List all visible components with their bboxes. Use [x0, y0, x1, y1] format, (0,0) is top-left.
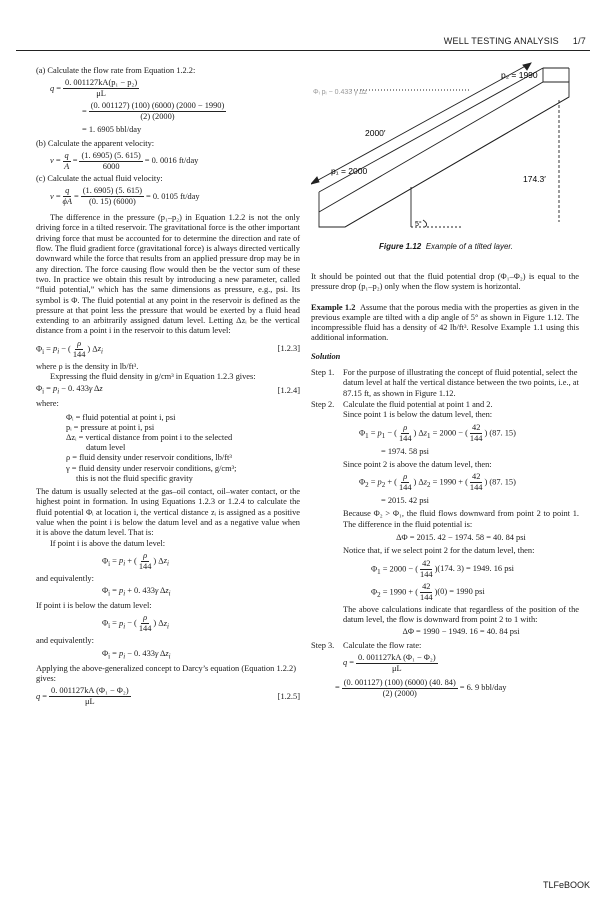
frac-den: μL — [392, 663, 402, 673]
definition: γ = fluid density under reservoir conditions, g/cm³; — [66, 463, 237, 473]
step-label: Step 2. — [311, 399, 335, 409]
paragraph-datum: The datum is usually selected at the gas–oil contact, oil–water contact, or the highest point in formation. In using Equations 1.2.3 or 1.2.4 to calculate the fluid potential Φᵢ at location i, the vertical distance zᵢ is assigned as a positive value when the point i is below the datum level and as a negative value when it is above the datum level. That is: — [36, 487, 300, 538]
eq-1-2-4: $\Phi_i = p_i - 0$. 433γ Δz [1.2.4] — [36, 384, 300, 397]
definition: pᵢ = pressure at point i, psi — [66, 422, 155, 432]
equation-number: [1.2.3] — [277, 344, 300, 354]
running-header — [430, 36, 586, 46]
example-1-2 — [311, 303, 579, 344]
frac-den: (0. 15) (6000) — [89, 197, 136, 207]
velocity-result: = 0. 0105 ft/day — [146, 191, 200, 201]
eq-flow-rate-sub: = $\frac{(0. 001127) (100) (6000) (2000 - 1990)}{(2) (2000)}$ — [82, 101, 225, 122]
caption-text: Example of a tilted layer. — [425, 242, 513, 251]
frac-num: (1. 6905) (5. 615) — [81, 150, 141, 160]
definitions-list — [36, 413, 300, 484]
frac-den: μL — [96, 89, 106, 99]
caption-label: Figure 1.12 — [378, 242, 422, 251]
equivalently-1: and equivalently: — [36, 573, 94, 583]
paragraph-fluid-potential: The difference in the pressure (p₁–p₂) in Equation 1.2.2 is not the only driving force in a tilted reservoir. The gravitational force is the other important driving force that must be accounted for to determine the direction and rate of flow. The fluid gradient force (gravitational force) is always directed vertically downward while the force that results from an applied pressure drop may be in any direction. The force causing flow would then be the vector sum of these two. In practice we obtain this result by introducing a new parameter, called “fluid potential,” which has the same dimensions as pressure, e.g., psi. Its symbol is Φ. The fluid potential at any point in the reservoir is defined as the pressure at that point less the pressure that would be exerted by a fluid head extending to an arbitrarily assigned datum level. Letting Δzᵢ be the vertical distance from a point i in the reservoir to this datum level: — [36, 213, 300, 336]
step-3 — [311, 641, 579, 676]
step-subtext: Since point 1 is below the datum level, then: — [343, 410, 493, 420]
frac-den: (2) (2000) — [382, 688, 417, 698]
footer-watermark: TLFeBOOK — [542, 879, 590, 890]
above-calc-text: The above calculations indicate that regardless of the position of the datum level, the flow is downward from point 2 to 1 with: — [343, 604, 579, 624]
step-c-heading: (c) Calculate the actual fluid velocity: — [36, 173, 163, 183]
notice-text: Notice that, if we select point 2 for the datum level, then: — [343, 546, 535, 556]
slab-outline — [319, 82, 569, 227]
where-label: where: — [36, 399, 59, 409]
equivalently-2: and equivalently: — [36, 636, 94, 646]
arrow-head — [523, 63, 531, 70]
eq-1-2-3: $\Phi_i = p_i$ − ( $\frac{\rho}{144}$ ) $\Delta z_i$ [1.2.3] — [36, 338, 300, 359]
step-label: Step 1. — [311, 368, 335, 378]
p1-label: p₁ = 2000 — [331, 166, 368, 176]
frac-num: 0. 001127kA (Φ₁ − Φ₂) — [51, 686, 129, 696]
frac-den: (2) (2000) — [140, 112, 175, 122]
definition: Δzᵢ = vertical distance from point i to the selected — [66, 433, 233, 443]
eq-flow-rate: q = $\frac{\text{0. 001127kA(p₁ − p₂)}}{\mu L}$ — [50, 78, 138, 99]
delta-phi-2: ΔΦ = 1990 − 1949. 16 = 40. 84 psi — [402, 627, 520, 637]
right-column — [311, 272, 579, 701]
frac-num: (1. 6905) (5. 615) — [82, 186, 143, 196]
p2-label: p₂ = 1990 — [501, 70, 538, 80]
step-text: Calculate the fluid potential at point 1 and 2. — [343, 399, 493, 409]
step-label: Step 3. — [311, 640, 335, 650]
step-1 — [311, 368, 579, 399]
definition: this is not the fluid specific gravity — [76, 473, 193, 483]
frac-den: μL — [85, 697, 95, 707]
flow-rate-result: = 1. 6905 bbl/day — [82, 125, 142, 135]
eq-q: q = $\frac{\text{0. 001127kA (Φ₁ − Φ₂)}}{\mu L}$ — [343, 652, 436, 673]
definition: ρ = fluid density under reservoir conditions, lb/ft³ — [66, 453, 232, 463]
step-a-heading: (a) Calculate the flow rate from Equation 1.2.2: — [36, 66, 196, 75]
velocity-result: = 0. 0016 ft/day — [144, 156, 199, 166]
phi1-result: = 1974. 58 psi — [381, 446, 429, 456]
slab-edge — [345, 97, 569, 227]
because-text: Because Φ₂ > Φ₁, the fluid flows downward from point 2 to point 1. The difference in the fluid potential is: — [343, 509, 579, 529]
eq-phi1: $\Phi_1 = p_1$ − ( $\frac{\rho}{144}$ ) $\Delta z_1 = 2000$ − ( $\frac{42}{144}$ ) (87. 15) — [359, 422, 516, 443]
left-column — [36, 66, 300, 709]
step-text: Calculate the flow rate: — [343, 640, 422, 650]
paragraph-potential-drop: It should be pointed out that the fluid potential drop (Φ₁–Φ₂) is equal to the pressure drop (p₁–p₂) only when the flow system is horizontal. — [311, 272, 579, 292]
frac-num: 0. 001127kA(p₁ − p₂) — [65, 78, 138, 88]
eq-phi2: $\Phi_2 = p_2$ + ( $\frac{\rho}{144}$ ) $\Delta z_2 = 1990$ + ( $\frac{42}{144}$ ) (87. 15) — [359, 472, 516, 493]
step-b-heading: (b) Calculate the apparent velocity: — [36, 138, 155, 148]
step-subtext: Since point 2 is above the datum level, then: — [343, 459, 492, 469]
definition: datum level — [86, 443, 126, 453]
datum-label: Φᵢ pᵢ − 0.433 γ Δz — [313, 89, 368, 96]
step-text: For the purpose of illustrating the concept of fluid potential, select the datum level at half the vertical distance between the two points, i.e., at 87.15 ft, as shown in Figure 1.12. — [343, 368, 579, 398]
where-rho: where ρ is the density in lb/ft³. — [36, 361, 139, 371]
phi1-alt-result: (174. 3) = 1949. 16 psi — [437, 563, 514, 573]
length-label: 2000′ — [365, 128, 386, 138]
apply-darcy: Applying the above-generalized concept to Darcy’s equation (Equation 1.2.2) gives: — [36, 663, 297, 683]
eq-below-datum: $\Phi_i = p_i$ − ( $\frac{\rho}{144}$ ) $\Delta z_i$ — [102, 613, 169, 634]
equation-number: [1.2.4] — [277, 385, 300, 395]
paragraph-gcm3: Expressing the fluid density in g/cm³ in Equation 1.2.3 gives: — [50, 372, 256, 382]
step-2 — [311, 400, 579, 640]
delta-phi: ΔΦ = 2015. 42 − 1974. 58 = 40. 84 psi — [396, 533, 526, 543]
angle-label: 5° — [415, 221, 422, 228]
figure-caption — [311, 242, 581, 252]
page-number: 1/7 — [572, 36, 586, 46]
eq-apparent-velocity: v = $\frac{q}{A}$ = $\frac{(1. 6905) (5. 615)}{6000}$ = 0. 0016 ft/day — [50, 150, 199, 171]
height-label: 174.3′ — [523, 174, 546, 184]
equation-number: [1.2.5] — [277, 691, 300, 701]
eq-1-2-5: q = $\frac{\text{0. 001127kA (Φ₁ − Φ₂)}}{\mu L}$ [1.2.5] — [36, 686, 300, 707]
eq-phi1-alt: $\Phi_1 = 2000$ − ( $\frac{42}{144}$ ) (174. 3) = 1949. 16 psi — [371, 558, 514, 579]
example-text: Assume that the porous media with the properties as given in the previous example are tilted with a dip angle of 5° as shown in Figure 1.12. The incompressible fluid has a density of 42 lb/ft³. Resolve Example 1.1 using this additional information. — [311, 302, 579, 343]
frac-den: 6000 — [102, 161, 120, 171]
figure-tilted-layer — [311, 62, 581, 237]
eq-phi2-alt: $\Phi_2 = 1990$ + ( $\frac{42}{144}$ ) (0) = 1990 psi — [371, 581, 485, 602]
eq-above-datum-gamma: $\Phi_i = p_i + 0$. 433γ $\Delta z_i$ — [102, 586, 171, 598]
frac-num: (0. 001127) (100) (6000) (2000 − 1990) — [90, 101, 225, 111]
above-datum: If point i is above the datum level: — [50, 538, 166, 548]
eq-q-result: = $\frac{(0. 001127) (100) (6000) (40. 84)}{(2) (2000)}$ = 6. 9 bbl/day — [335, 677, 507, 698]
eq-above-datum: $\Phi_i = p_i$ + ( $\frac{\rho}{144}$ ) $\Delta z_i$ — [102, 550, 169, 571]
header-title: WELL TESTING ANALYSIS — [443, 36, 559, 46]
solution-heading: Solution — [311, 351, 341, 361]
below-datum: If point i is below the datum level: — [36, 601, 152, 611]
phi2-result: = 2015. 42 psi — [381, 496, 429, 506]
definition: Φᵢ = fluid potential at point i, psi — [66, 412, 176, 422]
arrow-head — [311, 177, 319, 184]
example-label: Example 1.2 — [311, 302, 356, 312]
q-result: = 6. 9 bbl/day — [459, 683, 507, 693]
frac-num: 0. 001127kA (Φ₁ − Φ₂) — [358, 652, 436, 662]
eq-below-datum-gamma: $\Phi_i = p_i - 0$. 433γ $\Delta z_i$ — [102, 648, 171, 661]
phi2-alt-result: (0) = 1990 psi — [437, 586, 485, 596]
angle-arc — [423, 220, 427, 227]
frac-num: (0. 001127) (100) (6000) (40. 84) — [343, 677, 456, 687]
eq-actual-velocity: v = $\frac{q}{\phi A}$ = $\frac{(1. 6905) (5. 615)}{(0. 15) (6000)}$ = 0. 0105 ft/day — [50, 186, 200, 207]
tilted-layer-diagram — [311, 62, 581, 237]
header-rule — [16, 50, 590, 51]
